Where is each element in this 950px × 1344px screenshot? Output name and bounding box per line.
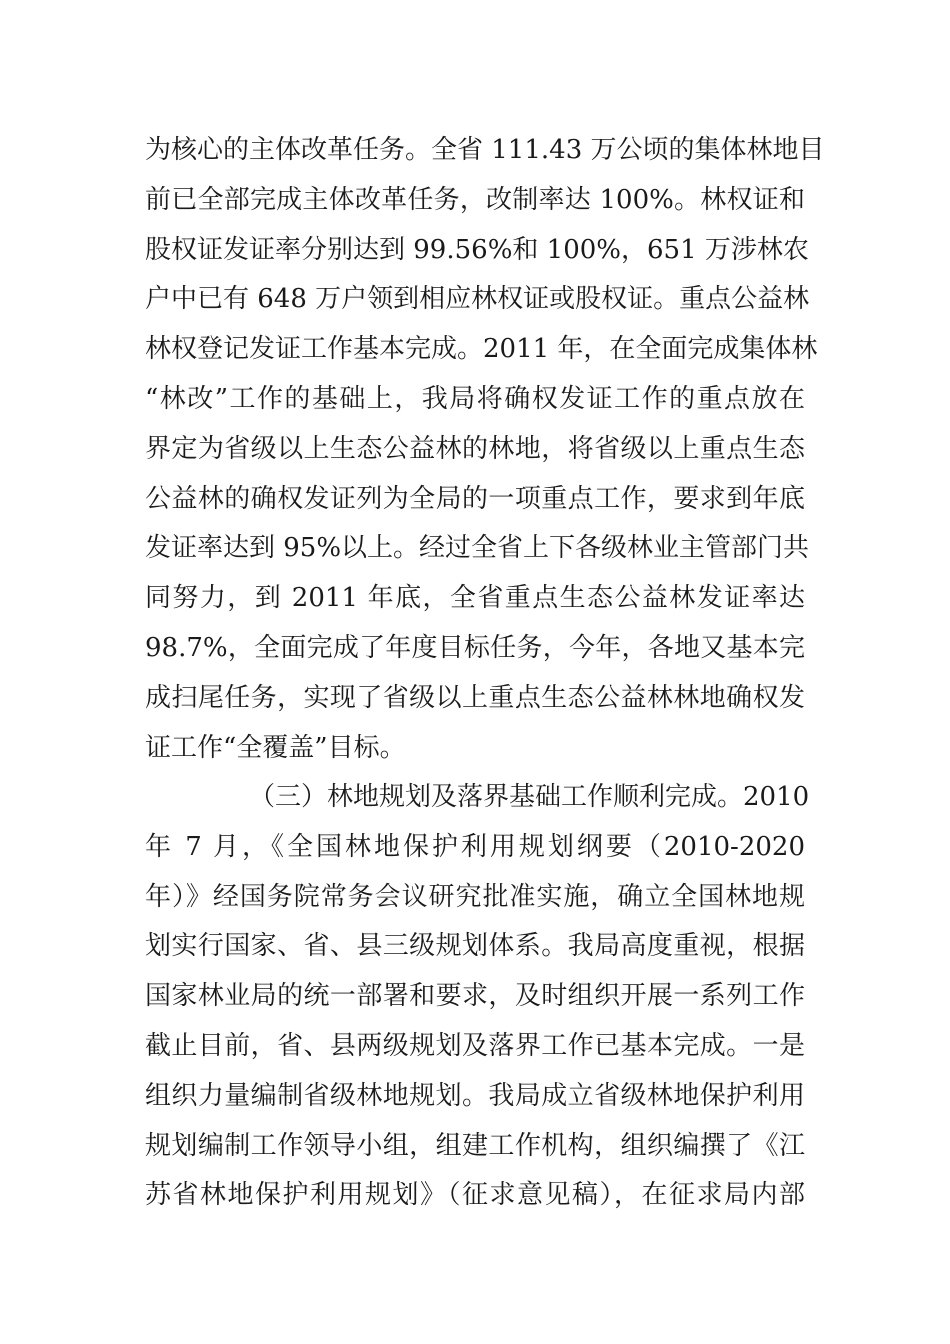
text-line: 截止目前，省、县两级规划及落界工作已基本完成。一是 — [145, 1030, 805, 1061]
text-line: 年 7 月，《全国林地保护利用规划纲要（2010-2020 — [145, 831, 805, 862]
text-line: 户中已有 648 万户领到相应林权证或股权证。重点公益林 — [145, 284, 810, 315]
text-line: 公益林的确权发证列为全局的一项重点工作，要求到年底 — [145, 483, 805, 514]
section-heading-line: （三）林地规划及落界基础工作顺利完成。2010 — [249, 782, 810, 812]
text-line: 国家林业局的统一部署和要求，及时组织开展一系列工作 — [145, 981, 805, 1012]
text-line: 为核心的主体改革任务。全省 111.43 万公顷的集体林地目 — [145, 135, 825, 165]
text-line: “林改”工作的基础上，我局将确权发证工作的重点放在 — [145, 383, 805, 414]
text-line: 组织力量编制省级林地规划。我局成立省级林地保护利用 — [145, 1080, 805, 1111]
text-line: 98.7%，全面完成了年度目标任务，今年，各地又基本完 — [145, 632, 805, 663]
text-line: 发证率达到 95%以上。经过全省上下各级林业主管部门共 — [145, 533, 810, 564]
text-line: 界定为省级以上生态公益林的林地，将省级以上重点生态 — [145, 433, 805, 464]
text-line: 年）》经国务院常务会议研究批准实施，确立全国林地规 — [145, 881, 805, 912]
paragraph-land-rights-certification — [145, 126, 825, 773]
text-line: 同努力，到 2011 年底，全省重点生态公益林发证率达 — [145, 583, 805, 614]
text-line: 划实行国家、省、县三级规划体系。我局高度重视，根据 — [145, 931, 805, 962]
text-line: 规划编制工作领导小组，组建工作机构，组织编撰了《江 — [145, 1130, 805, 1161]
text-line: 证工作“全覆盖”目标。 — [145, 732, 406, 763]
text-line: 苏省林地保护利用规划》（征求意见稿），在征求局内部 — [145, 1180, 805, 1211]
text-line: 前已全部完成主体改革任务，改制率达 100%。林权证和 — [145, 184, 805, 215]
paragraph-forest-land-planning — [145, 773, 810, 1221]
text-line: 成扫尾任务，实现了省级以上重点生态公益林林地确权发 — [145, 682, 805, 713]
text-line: 林权登记发证工作基本完成。2011 年，在全面完成集体林 — [145, 334, 818, 365]
text-line: 股权证发证率分别达到 99.56%和 100%，651 万涉林农 — [145, 234, 809, 265]
